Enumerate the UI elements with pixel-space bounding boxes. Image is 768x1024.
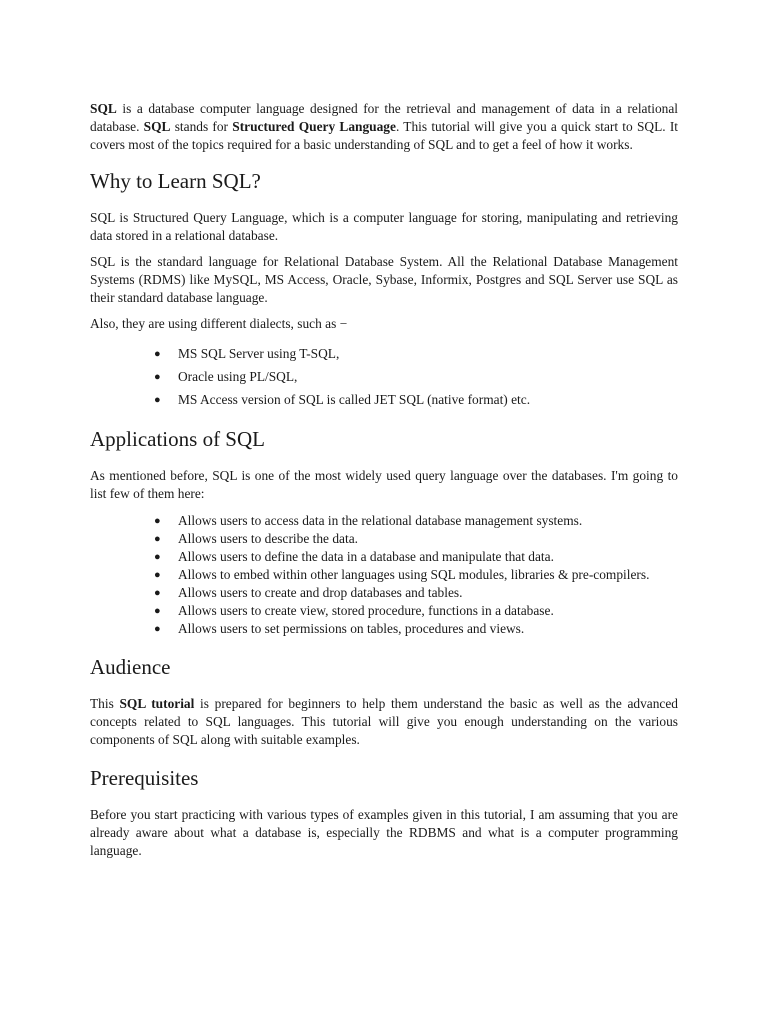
bullet-icon: ● (154, 348, 161, 360)
audience-term-sql-tutorial: SQL tutorial (119, 696, 195, 711)
list-item-text: Allows users to define the data in a database and manipulate that data. (178, 549, 554, 564)
list-item (154, 602, 678, 620)
heading-audience: Audience (90, 655, 171, 679)
list-item (154, 566, 678, 584)
audience-text-2: is prepared for beginners to help them understand the basic as well as the advanced concepts related to SQL languages. This tutorial will give you enough understanding on the various components of SQL along with suitable examples. (90, 696, 679, 747)
bullet-icon: ● (154, 605, 161, 617)
intro-term-sql: SQL (90, 101, 117, 116)
audience-text-1: This (90, 696, 120, 711)
list-item-text: MS SQL Server using T-SQL, (178, 346, 340, 361)
list-item (154, 530, 678, 548)
intro-term-structured-query-language: Structured Query Language (232, 119, 396, 134)
why-paragraph-2: SQL is the standard language for Relational Database System. All the Relational Database Management Systems (RDMS) like MySQL, MS Access, Oracle, Sybase, Informix, Postgres and SQL Server use SQL as their standard database language. (90, 254, 678, 305)
list-item-text: Allows users to create view, stored procedure, functions in a database. (178, 603, 554, 618)
list-item-text: Allows users to set permissions on tables, procedures and views. (178, 621, 525, 636)
list-item-text: Allows to embed within other languages using SQL modules, libraries & pre-compilers. (178, 567, 650, 582)
heading-why-learn-sql: Why to Learn SQL? (90, 169, 261, 193)
list-item-text: Allows users to access data in the relational database management systems. (178, 513, 583, 528)
list-item (154, 584, 678, 602)
bullet-icon: ● (154, 623, 161, 635)
audience-paragraph (90, 695, 678, 749)
intro-text-1: is a database computer language designed for the retrieval and management of data in a relational database. (90, 101, 678, 134)
prerequisites-paragraph: Before you start practicing with various types of examples given in this tutorial, I am assuming that you are already aware about what a database is, especially the RDBMS and what is a computer programming language. (90, 807, 678, 858)
intro-term-sql-2: SQL (143, 119, 171, 134)
heading-prerequisites: Prerequisites (90, 766, 199, 790)
list-item (154, 345, 678, 363)
list-item (154, 620, 678, 638)
dialects-list (154, 345, 678, 409)
list-item-text: MS Access version of SQL is called JET SQL (native format) etc. (178, 392, 531, 407)
list-item (154, 391, 678, 409)
intro-paragraph (90, 100, 678, 154)
why-paragraph-1: SQL is Structured Query Language, which is a computer language for storing, manipulating and retrieving data stored in a relational database. (90, 210, 678, 243)
list-item (154, 548, 678, 566)
bullet-icon: ● (154, 533, 161, 545)
intro-text-3: . This tutorial will give you a quick start to SQL. It covers most of the topics required for a basic understanding of SQL and to get a feel of how it works. (90, 119, 678, 152)
applications-list (154, 512, 678, 638)
list-item-text: Oracle using PL/SQL, (178, 369, 298, 384)
bullet-icon: ● (154, 515, 161, 527)
bullet-icon: ● (154, 569, 161, 581)
list-item-text: Allows users to describe the data. (178, 531, 358, 546)
heading-applications-of-sql: Applications of SQL (90, 427, 265, 451)
bullet-icon: ● (154, 394, 161, 406)
bullet-icon: ● (154, 371, 161, 383)
intro-text-2: stands for (170, 119, 233, 134)
list-item (154, 368, 678, 386)
list-item (154, 512, 678, 530)
list-item-text: Allows users to create and drop databases and tables. (178, 585, 463, 600)
why-paragraph-3: Also, they are using different dialects, such as − (90, 316, 348, 331)
applications-paragraph: As mentioned before, SQL is one of the most widely used query language over the databases. I'm going to list few of them here: (90, 468, 678, 501)
document-page (90, 100, 678, 860)
bullet-icon: ● (154, 587, 161, 599)
bullet-icon: ● (154, 551, 161, 563)
